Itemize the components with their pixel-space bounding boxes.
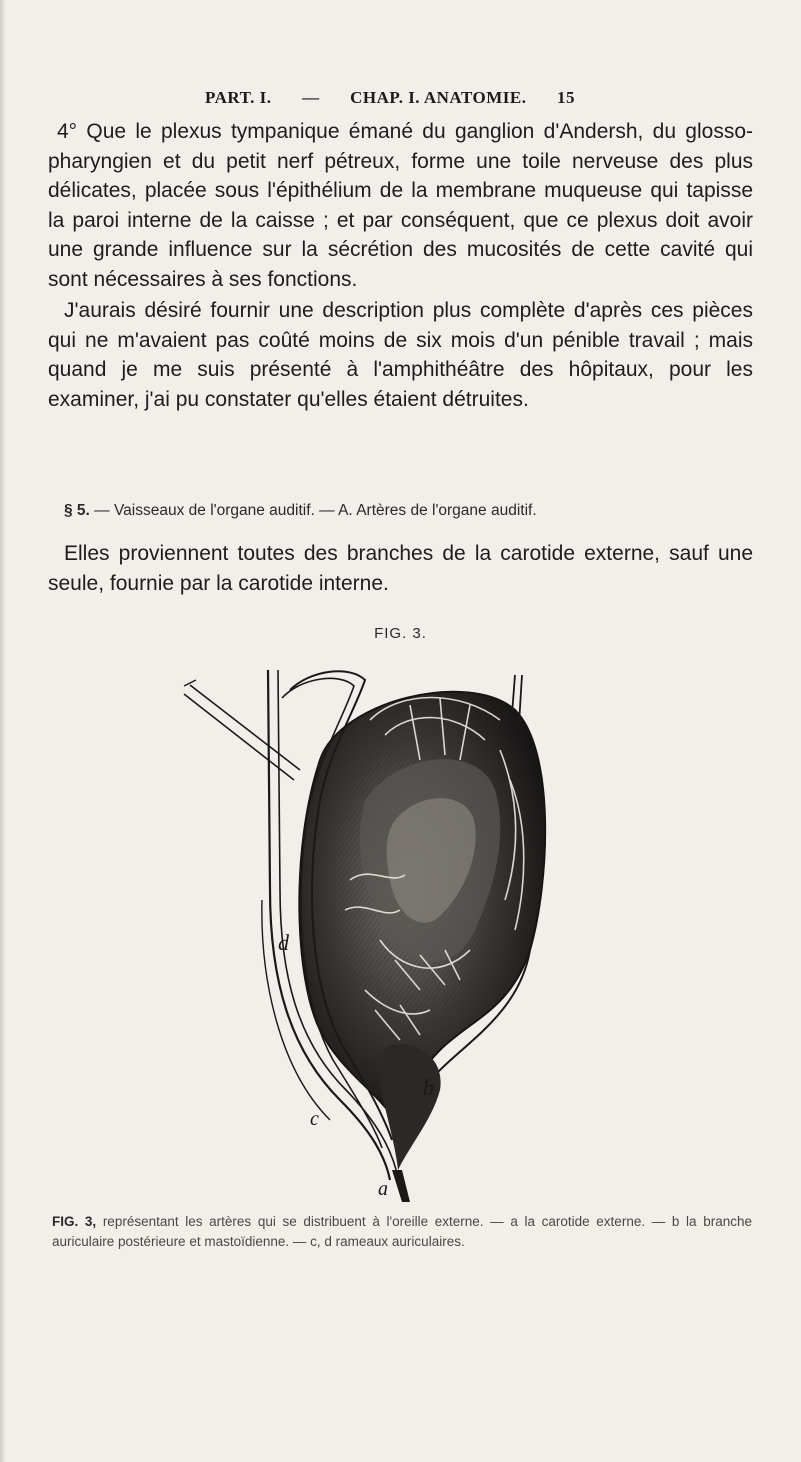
caption-text: représentant les artères qui se distribuent à l'oreille externe. — a la carotide externe. — b la branche auriculaire postérieure et mastoïdienne. — c, d rameaux auriculaires. [52, 1214, 752, 1249]
running-head-part: PART. I. [205, 88, 272, 107]
figure-caption [52, 1212, 752, 1252]
page-number: 15 [556, 88, 575, 107]
figure-letter-a: a [378, 1178, 388, 1200]
section-number: § 5. [64, 502, 90, 519]
vessel-diagonal [184, 685, 300, 780]
figure-label: FIG. 3. [374, 625, 427, 642]
figure-letter-b: b [423, 1075, 434, 1100]
running-head-chapter: CHAP. I. ANATOMIE. [350, 88, 527, 107]
caption-figure-number: FIG. 3, [52, 1214, 97, 1229]
figure-letter-c: c [310, 1108, 319, 1130]
section-title: — Vaisseaux de l'organe auditif. — A. Artères de l'organe auditif. [94, 502, 537, 519]
paragraph-description: J'aurais désiré fournir une description plus complète d'après ces pièces qui ne m'avaient pas coûté moins de six mois d'un pénible travail ; mais quand je me suis présenté à l'amphithéâtre des hôpitaux, pour les examiner, j'ai pu constater qu'elles étaient détruites. [48, 299, 753, 411]
ear-arteries-illustration [170, 650, 630, 1210]
vessel-stem [392, 1170, 410, 1202]
paragraph-arteries: Elles proviennent toutes des branches de la carotide externe, sauf une seule, fournie par la carotide interne. [48, 542, 753, 595]
paragraph-plexus: 4° Que le plexus tympanique émané du ganglion d'Andersh, du glosso-pharyngien et du petit nerf pétreux, forme une toile nerveuse des plus délicates, placée sous l'épithélium de la membrane muqueuse qui tapisse la paroi interne de la caisse ; et par conséquent, que ce plexus doit avoir une grande influence sur la sécrétion des mucosités de cette cavité qui sont nécessaires à ses fonctions. [48, 120, 753, 291]
running-head [205, 88, 575, 108]
figure-letter-d: d [278, 930, 289, 955]
running-head-dash: — [302, 88, 320, 107]
scan-edge [0, 0, 6, 1462]
section-heading [64, 502, 764, 520]
